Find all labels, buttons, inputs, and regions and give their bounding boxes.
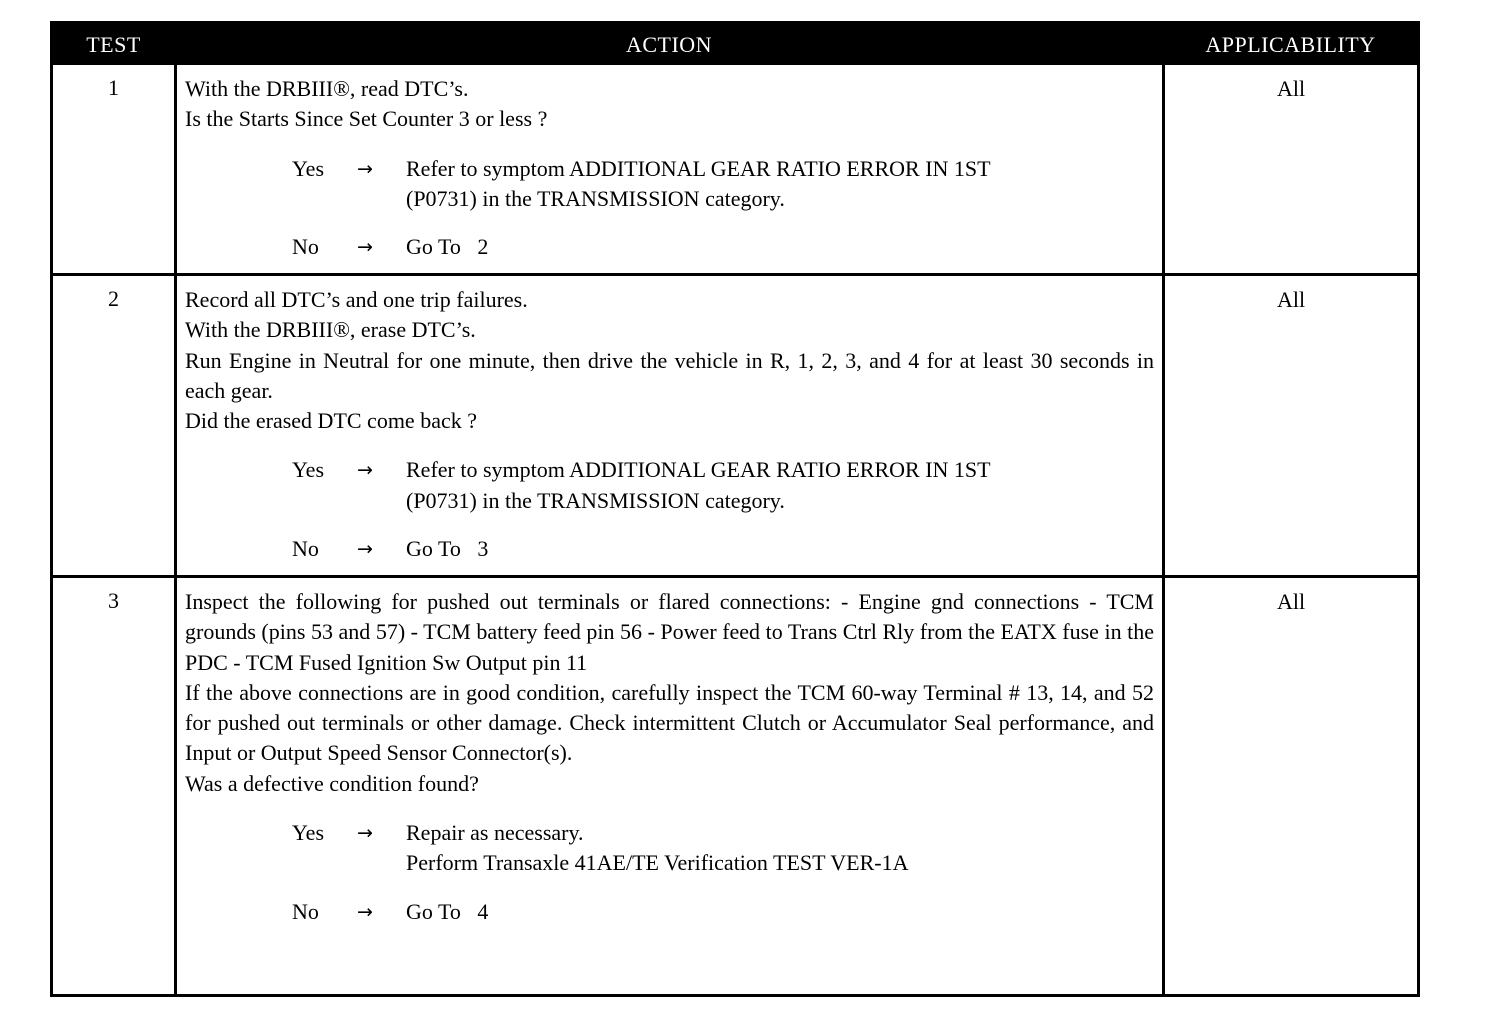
no-result: Go To 2 bbox=[406, 234, 489, 260]
yes-label: Yes bbox=[292, 457, 325, 483]
instruction: Inspect the following for pushed out terminals or flared connections: - Engine gnd connections - TCM grounds (pins 53 and 57) - TCM battery feed pin 56 - Power feed to Trans Ctrl Rly from the EATX fuse in the PDC - TCM Fused Ignition Sw Output pin 11 bbox=[185, 589, 1154, 675]
table-row-test-3 bbox=[53, 578, 1417, 994]
right-arrow-icon: → bbox=[357, 459, 373, 482]
question: Was a defective condition found? bbox=[185, 770, 479, 796]
instruction: Record all DTC’s and one trip failures. bbox=[185, 287, 528, 312]
action-cell bbox=[174, 276, 1165, 575]
yes-answer bbox=[292, 154, 1154, 215]
diagnostic-test-table bbox=[50, 21, 1420, 997]
header-applicability: APPLICABILITY bbox=[1205, 32, 1376, 57]
no-result: Go To 4 bbox=[406, 898, 489, 924]
right-arrow-icon: → bbox=[357, 157, 373, 180]
instruction: With the DRBIII®, erase DTC’s. bbox=[185, 317, 476, 343]
instruction: With the DRBIII®, read DTC’s. bbox=[185, 76, 469, 101]
test-number: 1 bbox=[108, 75, 119, 100]
yes-result-line: Perform Transaxle 41AE/TE Verification TEST VER-1A bbox=[406, 850, 909, 876]
no-answer bbox=[292, 534, 1154, 564]
right-arrow-icon: → bbox=[357, 822, 373, 845]
table-row-test-1 bbox=[53, 65, 1417, 276]
yes-answer bbox=[292, 818, 1154, 879]
action-cell bbox=[174, 578, 1165, 994]
yes-result-line: Repair as necessary. bbox=[406, 820, 584, 846]
yes-result-line: (P0731) in the TRANSMISSION category. bbox=[406, 185, 785, 211]
no-answer bbox=[292, 897, 1154, 927]
question: Did the erased DTC come back ? bbox=[185, 408, 477, 434]
no-label: No bbox=[292, 536, 319, 562]
no-result: Go To 3 bbox=[406, 536, 489, 562]
header-test: TEST bbox=[86, 32, 141, 57]
right-arrow-icon: → bbox=[357, 900, 373, 923]
applicability-value: All bbox=[1276, 76, 1306, 101]
action-cell bbox=[174, 65, 1165, 273]
table-header bbox=[53, 24, 1417, 65]
yes-label: Yes bbox=[292, 820, 325, 846]
test-number: 2 bbox=[108, 286, 119, 311]
yes-result-line: (P0731) in the TRANSMISSION category. bbox=[406, 487, 785, 513]
no-answer bbox=[292, 232, 1154, 262]
test-number: 3 bbox=[108, 588, 119, 613]
yes-answer bbox=[292, 455, 1154, 516]
table-row-test-2 bbox=[53, 276, 1417, 578]
yes-result-line: Refer to symptom ADDITIONAL GEAR RATIO ERROR IN 1ST bbox=[406, 155, 991, 181]
no-label: No bbox=[292, 898, 319, 924]
yes-label: Yes bbox=[292, 155, 325, 181]
instruction: If the above connections are in good condition, carefully inspect the TCM 60-way Terminal # 13, 14, and 52 for pushed out terminals or other damage. Check intermittent Clutch or Accumulator Seal performance, and Input or Output Speed Sensor Connector(s). bbox=[185, 679, 1154, 766]
applicability-value: All bbox=[1276, 287, 1306, 312]
applicability-value: All bbox=[1276, 589, 1306, 614]
right-arrow-icon: → bbox=[357, 538, 373, 561]
right-arrow-icon: → bbox=[357, 236, 373, 259]
no-label: No bbox=[292, 234, 319, 260]
question: Is the Starts Since Set Counter 3 or less ? bbox=[185, 106, 548, 132]
instruction: Run Engine in Neutral for one minute, then drive the vehicle in R, 1, 2, 3, and 4 for at least 30 seconds in each gear. bbox=[185, 347, 1154, 403]
yes-result-line: Refer to symptom ADDITIONAL GEAR RATIO ERROR IN 1ST bbox=[406, 457, 991, 483]
header-action: ACTION bbox=[625, 32, 713, 57]
